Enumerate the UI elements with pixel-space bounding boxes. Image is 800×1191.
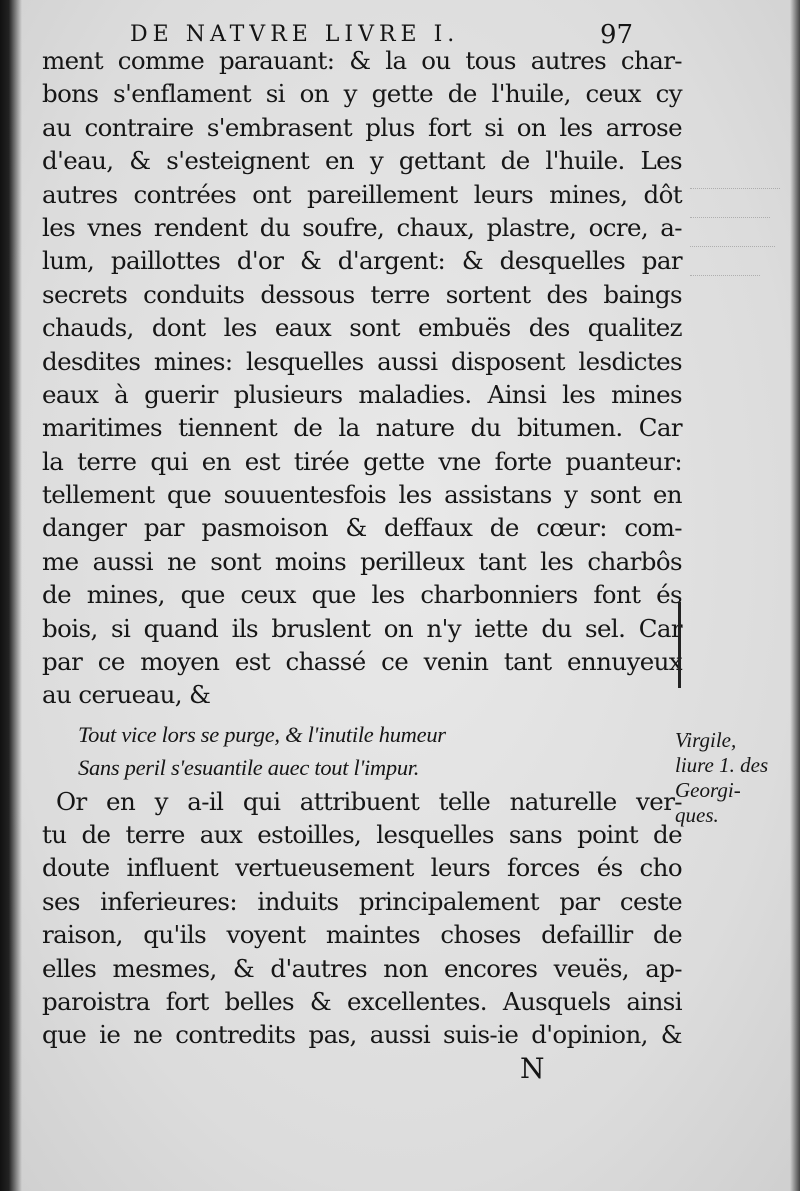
text-line: danger par pasmoison & deffaux de cœur: com- — [42, 513, 682, 543]
page-gutter-shadow — [0, 0, 22, 1191]
text-line: bons s'enflament si on y gette de l'huile, ceux cy — [42, 79, 682, 109]
text-line: la terre qui en est tirée gette vne forte puanteur: — [42, 446, 682, 476]
text-line: ses inferieures: induits principalement par ceste — [42, 886, 682, 916]
text-line: que ie ne contredits pas, aussi suis-ie d'opinion, & — [42, 1020, 682, 1050]
text-line: doute influent vertueusement leurs forces és cho — [42, 853, 682, 883]
text-line: maritimes tiennent de la nature du bitumen. Car — [42, 413, 682, 443]
text-line: me aussi ne sont moins perilleux tant les charbôs — [42, 546, 682, 576]
text-line: desdites mines: lesquelles aussi disposent lesdictes — [42, 346, 682, 376]
bleed-through-marks — [690, 160, 800, 340]
text-line: bois, si quand ils bruslent on n'y iette du sel. Car — [42, 613, 682, 643]
text-line: lum, paillottes d'or & d'argent: & desquelles par — [42, 246, 682, 276]
text-line: chauds, dont les eaux sont embuës des qualitez — [42, 313, 682, 343]
page-number: 97 — [600, 20, 634, 50]
text-line: paroistra fort belles & excellentes. Ausquels ainsi — [42, 986, 682, 1016]
text-line: raison, qu'ils voyent maintes choses defaillir de — [42, 920, 682, 950]
text-line: par ce moyen est chassé ce venin tant ennuyeux — [42, 647, 682, 677]
running-title: DE NATVRE LIVRE I. — [130, 22, 460, 47]
margin-bracket — [678, 602, 687, 688]
margin-note-line: Georgi- — [675, 778, 741, 802]
verse-line: Sans peril s'esuantile auec tout l'impur. — [78, 755, 420, 781]
text-line: de mines, que ceux que les charbonniers font és — [42, 580, 682, 610]
text-line: d'eau, & s'esteignent en y gettant de l'huile. Les — [42, 146, 682, 176]
text-line: autres contrées ont pareillement leurs mines, dôt — [42, 179, 682, 209]
margin-note — [675, 728, 768, 828]
main-text-block — [42, 44, 682, 1052]
margin-note-line: ques. — [675, 803, 719, 827]
text-line: eaux à guerir plusieurs maladies. Ainsi les mines — [42, 379, 682, 409]
text-line: au contraire s'embrasent plus fort si on les arrose — [42, 112, 682, 142]
verse-line: Tout vice lors se purge, & l'inutile humeur — [78, 721, 446, 747]
text-line: au cerueau, & — [42, 680, 211, 710]
text-line: les vnes rendent du soufre, chaux, plastre, ocre, a- — [42, 212, 682, 242]
signature-mark: N — [520, 1052, 545, 1085]
text-line: ment comme parauant: & la ou tous autres char- — [42, 46, 682, 75]
margin-note-line: Virgile, — [675, 728, 737, 752]
text-line: tellement que souuentesfois les assistans y sont en — [42, 480, 682, 510]
text-line: secrets conduits dessous terre sortent des baings — [42, 279, 682, 309]
text-line: Or en y a-il qui attribuent telle naturelle ver- — [56, 786, 682, 816]
text-line: elles mesmes, & d'autres non encores veuës, ap- — [42, 953, 682, 983]
text-line: tu de terre aux estoilles, lesquelles sans point de — [42, 819, 682, 849]
margin-note-line: liure 1. des — [675, 753, 769, 777]
